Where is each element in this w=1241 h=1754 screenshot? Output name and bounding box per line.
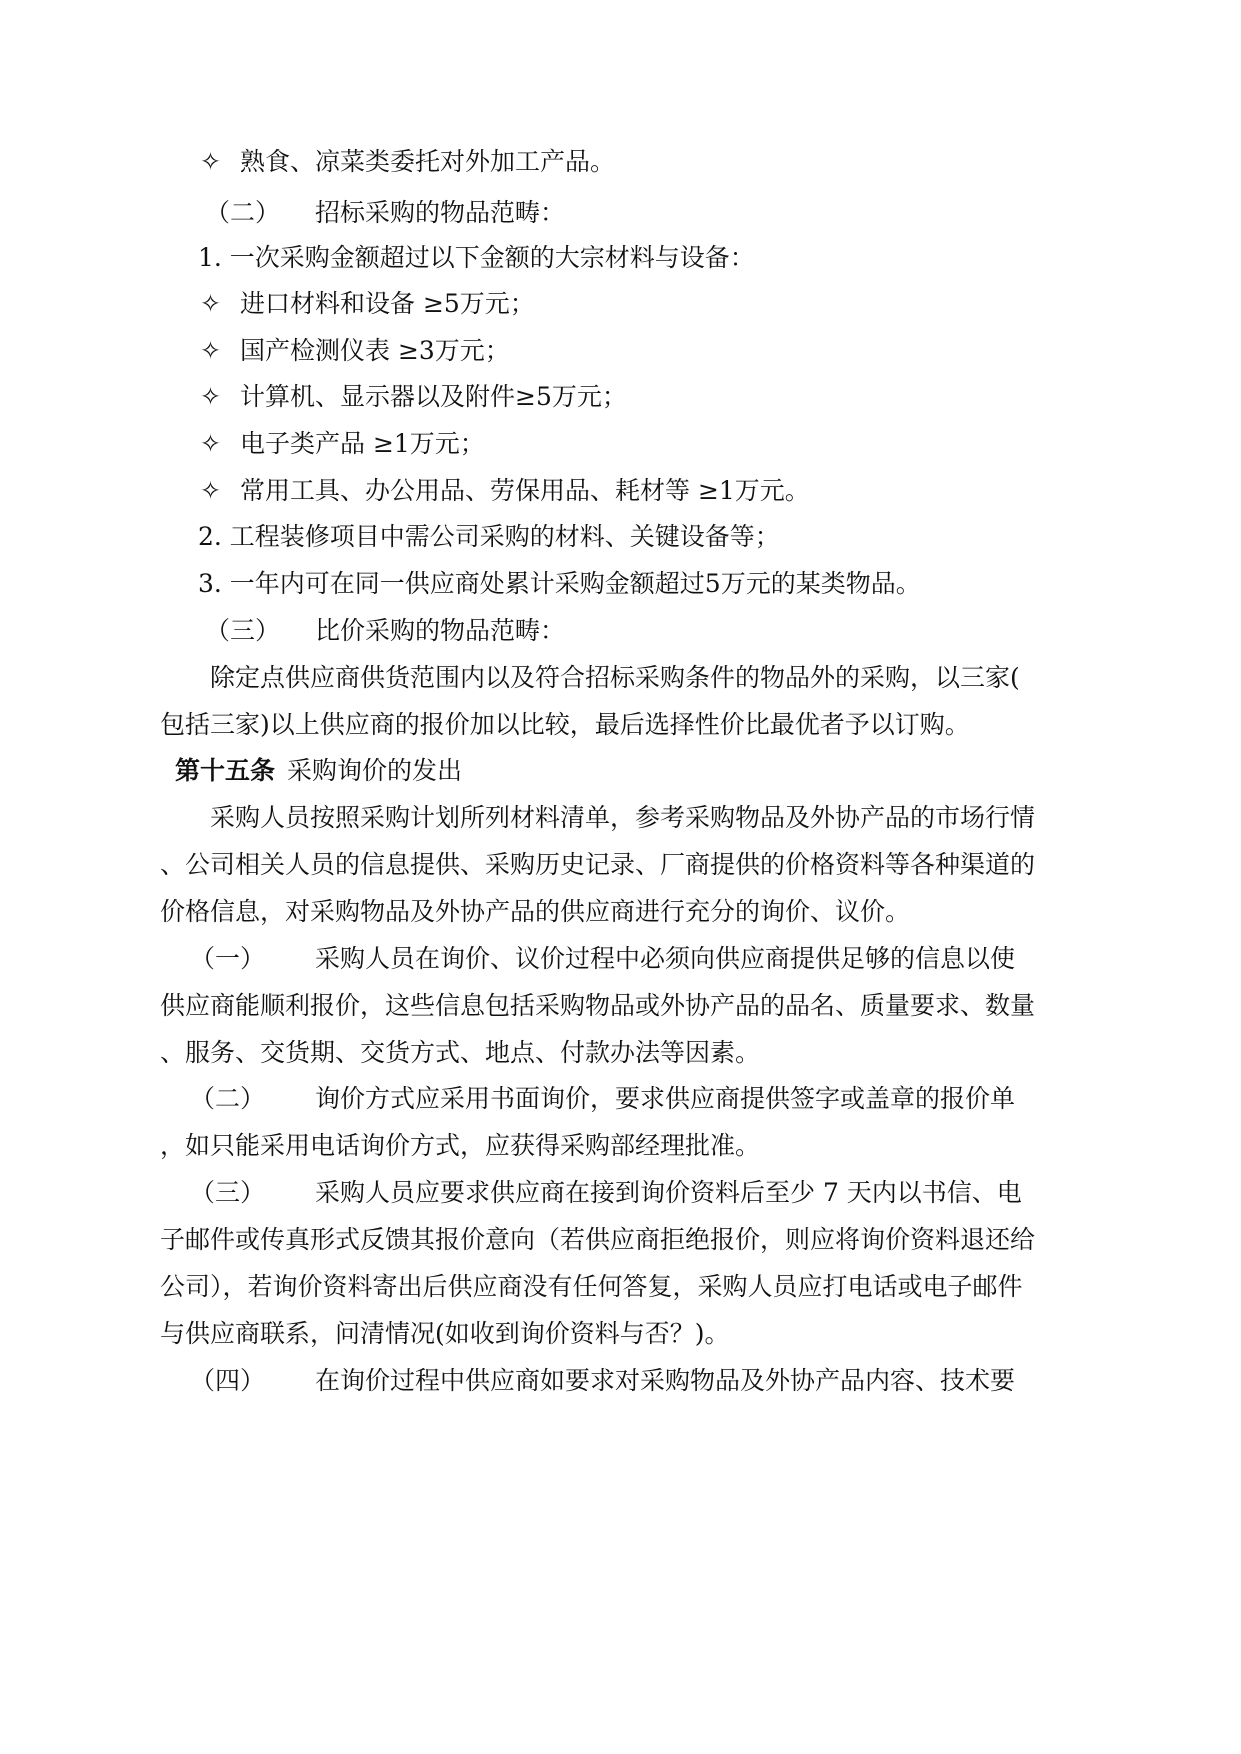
paragraph-line: 采购人员按照采购计划所列材料清单，参考采购物品及外协产品的市场行情 — [210, 803, 1036, 832]
bullet-line-cooked-food: ✧ 熟食、凉菜类委托对外加工产品。 — [200, 147, 616, 176]
subitem-one: （一） 采购人员在询价、议价过程中必须向供应商提供足够的信息以使 — [190, 944, 1016, 973]
subheading-comparison-scope: （三） 比价采购的物品范畴： — [205, 616, 566, 645]
paragraph-line: 价格信息，对采购物品及外协产品的供应商进行充分的询价、议价。 — [160, 897, 911, 926]
subheading-bidding-scope: （二） 招标采购的物品范畴： — [205, 198, 566, 227]
paragraph-line: 除定点供应商供货范围内以及符合招标采购条件的物品外的采购，以三家( — [210, 663, 1020, 692]
numbered-item-3: 3. 一年内可在同一供应商处累计采购金额超过5万元的某类物品。 — [198, 569, 921, 598]
diamond-star-icon: ✧ — [200, 429, 221, 458]
paragraph-line: 公司），若询价资料寄出后供应商没有任何答复，采购人员应打电话或电子邮件 — [160, 1272, 1023, 1301]
bullet-line-domestic-instruments: ✧ 国产检测仪表 ≥3万元； — [200, 336, 510, 365]
subitem-four: （四） 在询价过程中供应商如要求对采购物品及外协产品内容、技术要 — [190, 1366, 1016, 1395]
numbered-item-1: 1. 一次采购金额超过以下金额的大宗材料与设备： — [198, 243, 755, 272]
subitem-two: （二） 询价方式应采用书面询价，要求供应商提供签字或盖章的报价单 — [190, 1084, 1016, 1113]
paragraph-line: 包括三家)以上供应商的报价加以比较，最后选择性价比最优者予以订购。 — [160, 710, 970, 739]
paragraph-line: 与供应商联系，问清情况(如收到询价资料与否？)。 — [160, 1319, 730, 1348]
diamond-star-icon: ✧ — [200, 336, 221, 365]
numbered-item-2: 2. 工程装修项目中需公司采购的材料、关键设备等； — [198, 522, 780, 551]
paragraph-line: 供应商能顺利报价，这些信息包括采购物品或外协产品的品名、质量要求、数量 — [160, 991, 1036, 1020]
paragraph-line: ，如只能采用电话询价方式，应获得采购部经理批准。 — [160, 1131, 761, 1160]
bullet-line-computers: ✧ 计算机、显示器以及附件≥5万元； — [200, 382, 627, 411]
article-heading-15: 第十五条 采购询价的发出 — [175, 756, 463, 785]
subitem-three: （三） 采购人员应要求供应商在接到询价资料后至少 7 天内以书信、电 — [190, 1178, 1022, 1207]
bullet-line-electronics: ✧ 电子类产品 ≥1万元； — [200, 429, 485, 458]
diamond-star-icon: ✧ — [200, 476, 221, 505]
diamond-star-icon: ✧ — [200, 147, 221, 176]
paragraph-line: 子邮件或传真形式反馈其报价意向（若供应商拒绝报价，则应将询价资料退还给 — [160, 1225, 1036, 1254]
bullet-line-tools: ✧ 常用工具、办公用品、劳保用品、耗材等 ≥1万元。 — [200, 476, 810, 505]
diamond-star-icon: ✧ — [200, 289, 221, 318]
bullet-line-imported: ✧ 进口材料和设备 ≥5万元； — [200, 289, 535, 318]
paragraph-line: 、服务、交货期、交货方式、地点、付款办法等因素。 — [160, 1038, 761, 1067]
diamond-star-icon: ✧ — [200, 382, 221, 411]
paragraph-line: 、公司相关人员的信息提供、采购历史记录、厂商提供的价格资料等各种渠道的 — [160, 850, 1036, 879]
